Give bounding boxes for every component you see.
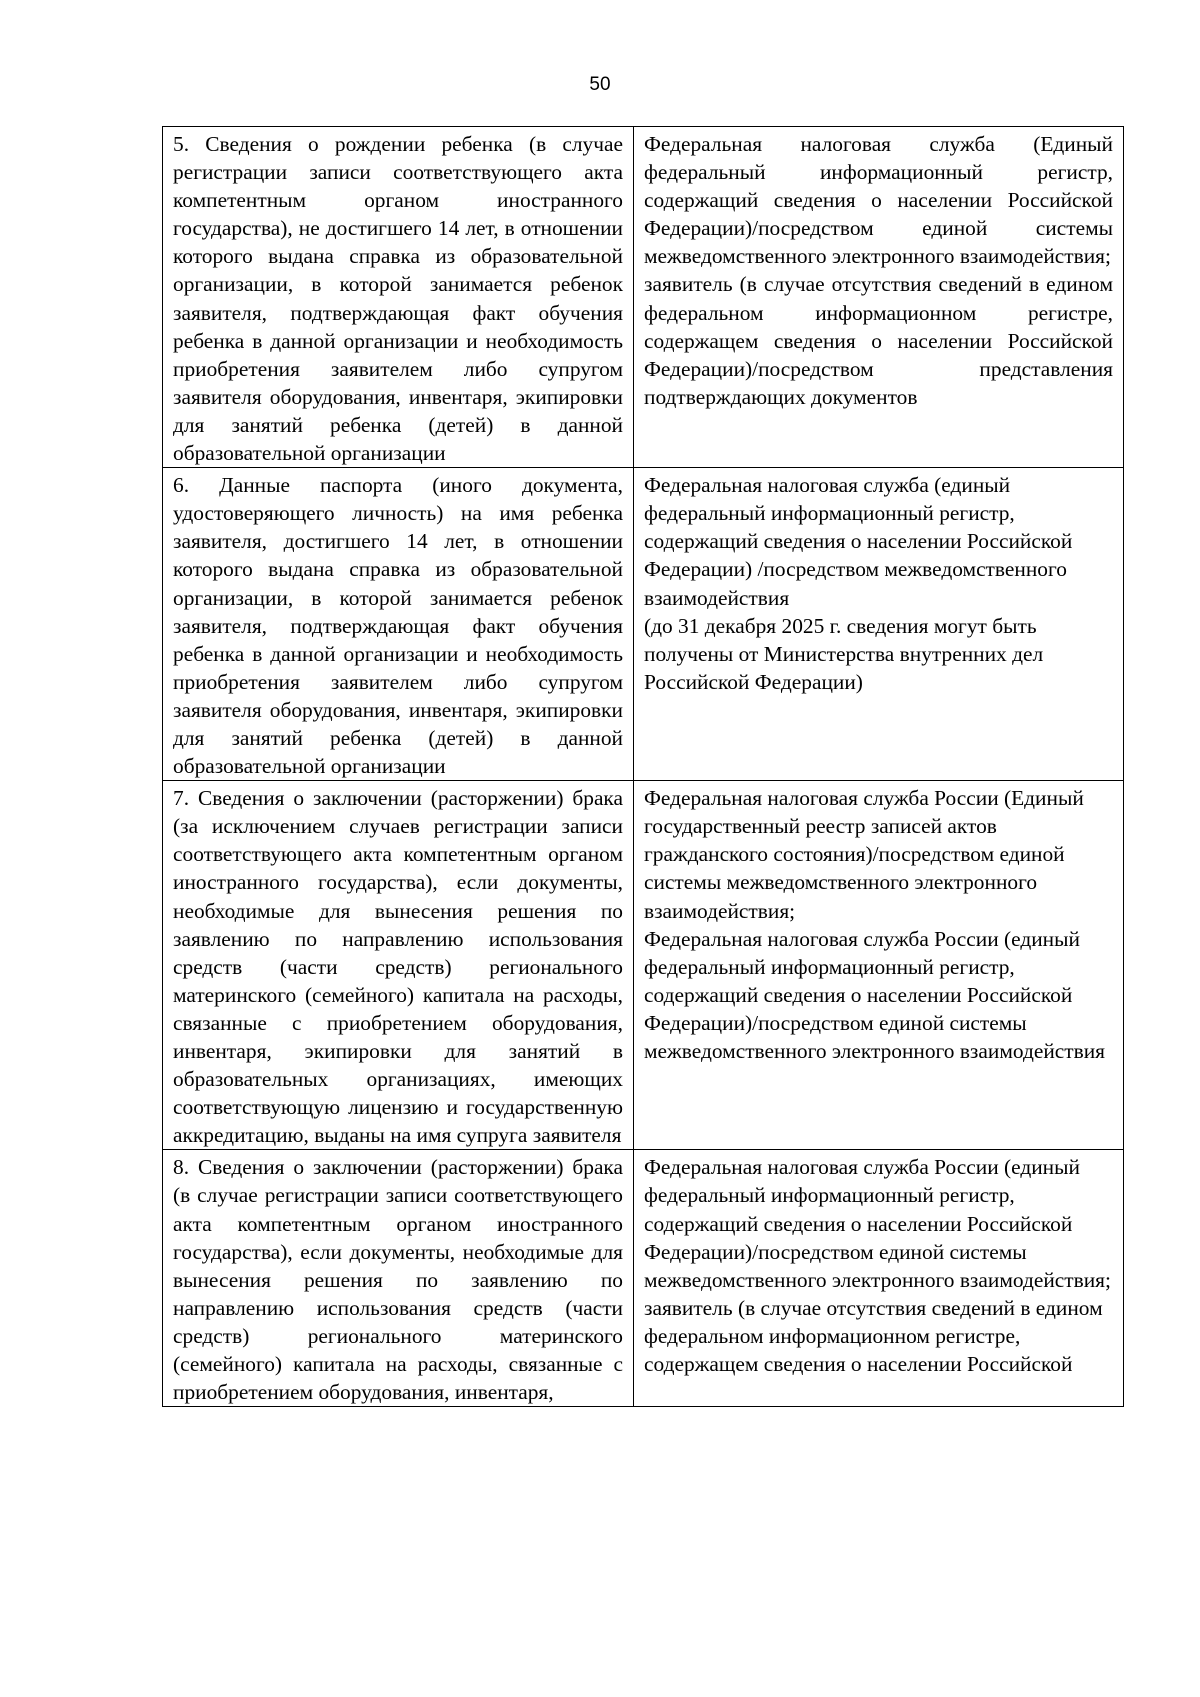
source-paragraph: заявитель (в случае отсутствия сведений в едином федеральном информационном регистре, содержащем сведения о населении Российской Федерации)/посредством представления подтверждающих документов	[644, 272, 1113, 409]
table-cell-source	[634, 468, 1124, 781]
table-row	[163, 468, 1124, 781]
table-cell-source	[634, 1150, 1124, 1407]
table-cell-info: 8. Сведения о заключении (расторжении) брака (в случае регистрации записи соответствующего акта компетентным органом иностранного государства), если документы, необходимые для вынесения решения по заявлению по направлению использования средств (части средств) регионального материнского (семейного) капитала на расходы, связанные с приобретением оборудования, инвентаря,	[163, 1150, 634, 1407]
source-paragraph: (до 31 декабря 2025 г. сведения могут быть получены от Министерства внутренних дел Российской Федерации)	[644, 613, 1044, 694]
table-row	[163, 127, 1124, 468]
document-table	[162, 126, 1124, 1407]
source-paragraph: Федеральная налоговая служба (единый федеральный информационный регистр, содержащий сведения о населении Российской Федерации) /посредством межведомственного взаимодействия	[644, 473, 1073, 610]
table-cell-source	[634, 781, 1124, 1150]
page-number: 50	[589, 74, 611, 95]
table-cell-source	[634, 127, 1124, 468]
table-cell-info: 5. Сведения о рождении ребенка (в случае регистрации записи соответствующего акта компетентным органом иностранного государства), не достигшего 14 лет, в отношении которого выдана справка из образовательной организации, в которой занимается ребенок заявителя, подтверждающая факт обучения ребенка в данной организации и необходимость приобретения заявителем либо супругом заявителя оборудования, инвентаря, экипировки для занятий ребенка (детей) в данной образовательной организации	[163, 127, 634, 468]
source-paragraph: Федеральная налоговая служба (Единый федеральный информационный регистр, содержащий сведения о населении Российской Федерации)/посредством единой системы межведомственного электронного взаимодействия;	[644, 132, 1113, 269]
source-paragraph: Федеральная налоговая служба России (единый федеральный информационный регистр, содержащий сведения о населении Российской Федерации)/посредством единой системы межведомственного электронного взаимодействия	[644, 926, 1105, 1063]
source-paragraph: заявитель (в случае отсутствия сведений в едином федеральном информационном регистре, содержащем сведения о населении Российской	[644, 1295, 1103, 1377]
table-row	[163, 781, 1124, 1150]
source-paragraph: Федеральная налоговая служба России (Единый государственный реестр записей актов гражданского состояния)/посредством единой системы межведомственного электронного взаимодействия;	[644, 786, 1084, 923]
table-cell-info: 7. Сведения о заключении (расторжении) брака (за исключением случаев регистрации записи соответствующего акта компетентным органом иностранного государства), если документы, необходимые для вынесения решения по заявлению по направлению использования средств (части средств) регионального материнского (семейного) капитала на расходы, связанные с приобретением оборудования, инвентаря, экипировки для занятий в образовательных организациях, имеющих соответствующую лицензию и государственную аккредитацию, выданы на имя супруга заявителя	[163, 781, 634, 1150]
table-row	[163, 1150, 1124, 1407]
table-cell-info: 6. Данные паспорта (иного документа, удостоверяющего личность) на имя ребенка заявителя, достигшего 14 лет, в отношении которого выдана справка из образовательной организации, в которой занимается ребенок заявителя, подтверждающая факт обучения ребенка в данной организации и необходимость приобретения заявителем либо супругом заявителя оборудования, инвентаря, экипировки для занятий ребенка (детей) в данной образовательной организации	[163, 468, 634, 781]
source-paragraph: Федеральная налоговая служба России (единый федеральный информационный регистр, содержащий сведения о населении Российской Федерации)/посредством единой системы межведомственного электронного взаимодействия;	[644, 1155, 1111, 1292]
